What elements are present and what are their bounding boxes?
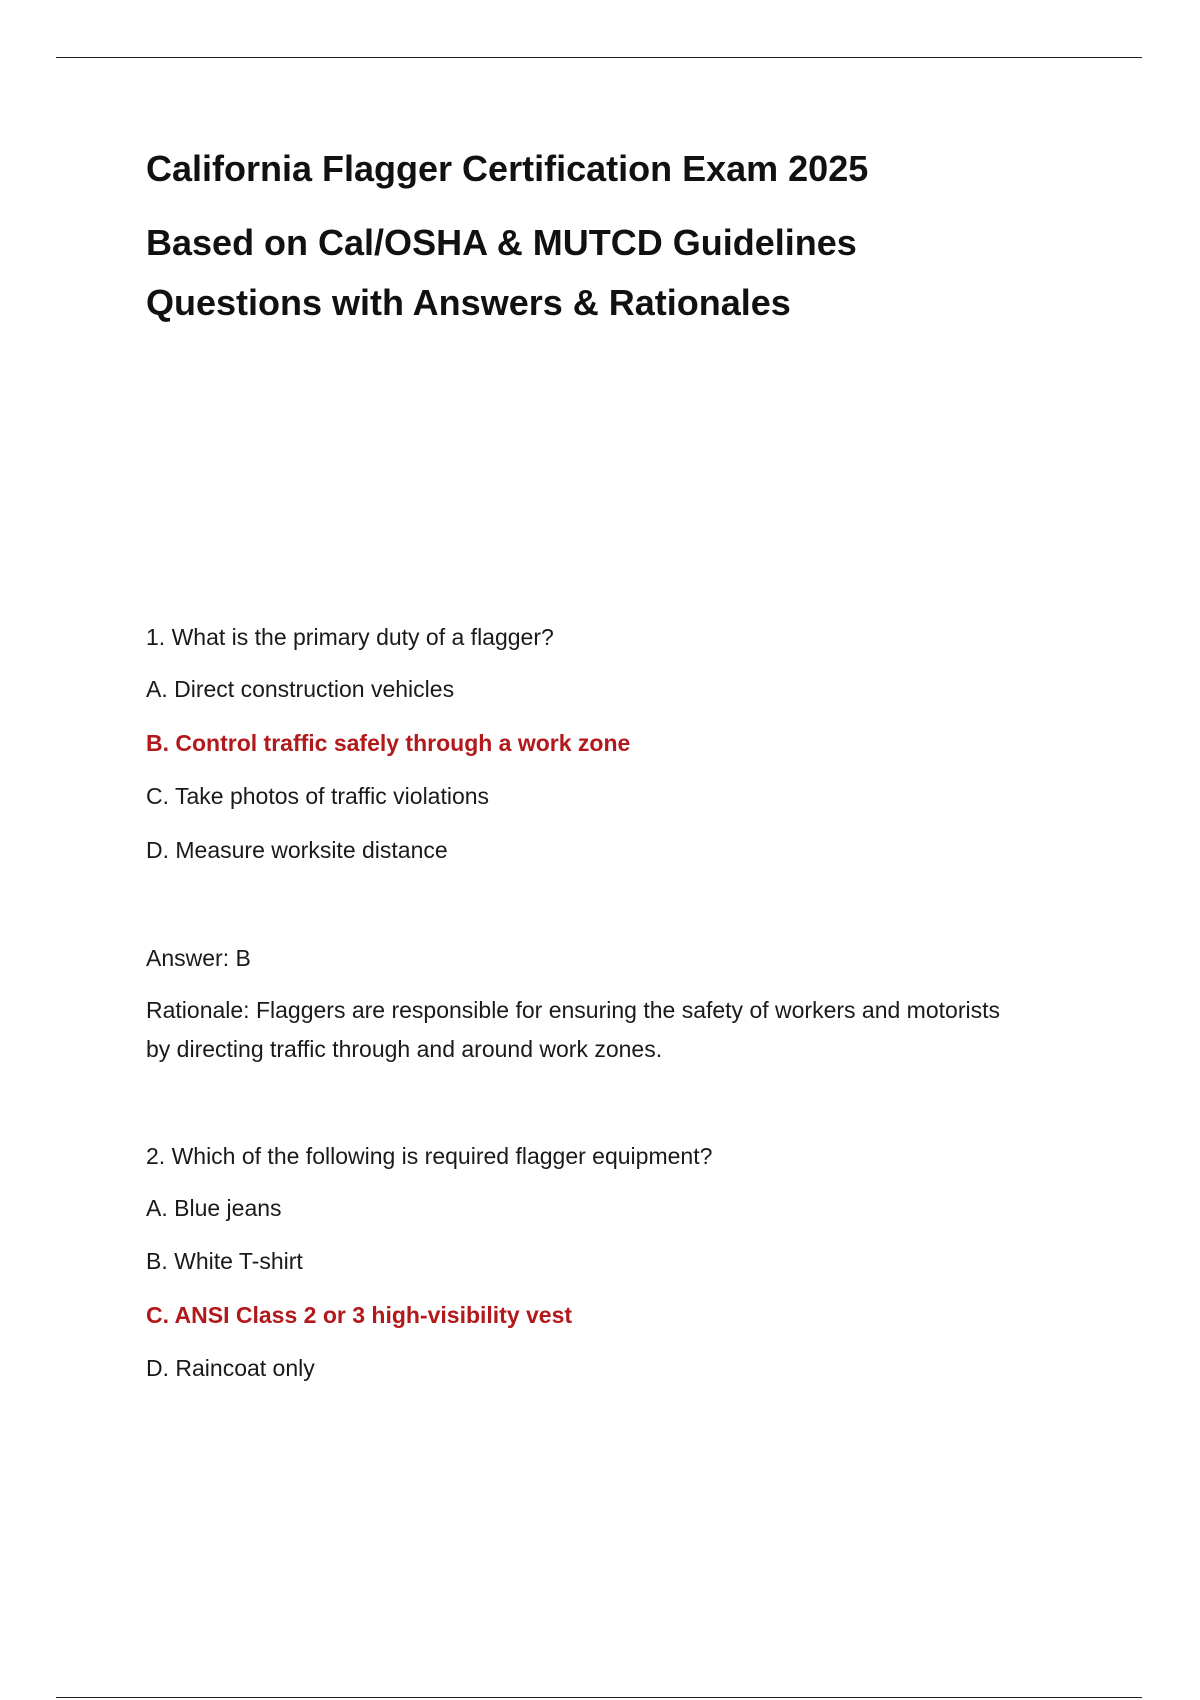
title-line-3: Questions with Answers & Rationales xyxy=(146,282,791,323)
question-2-option-a: A. Blue jeans xyxy=(146,1195,282,1221)
question-2-option-d: D. Raincoat only xyxy=(146,1355,315,1381)
title-line-1: California Flagger Certification Exam 2025 xyxy=(146,148,869,189)
bottom-rule xyxy=(56,1697,1142,1698)
question-2-option-c-correct: C. ANSI Class 2 or 3 high-visibility vest xyxy=(146,1302,573,1328)
title-line-2: Based on Cal/OSHA & MUTCD Guidelines xyxy=(146,222,857,263)
question-1-answer: Answer: B xyxy=(146,945,251,971)
question-1-option-c: C. Take photos of traffic violations xyxy=(146,783,490,809)
question-1-rationale: Rationale: Flaggers are responsible for ensuring the safety of workers and motorists by directing traffic through and around work zones. xyxy=(146,997,1000,1062)
top-rule xyxy=(56,57,1142,58)
question-2-text: 2. Which of the following is required flagger equipment? xyxy=(146,1143,713,1169)
question-1-option-a: A. Direct construction vehicles xyxy=(146,676,455,702)
question-1-option-b-correct: B. Control traffic safely through a work zone xyxy=(146,730,631,756)
question-2-option-b: B. White T-shirt xyxy=(146,1248,303,1274)
question-1-option-d: D. Measure worksite distance xyxy=(146,837,448,863)
question-1-text: 1. What is the primary duty of a flagger? xyxy=(146,624,554,650)
